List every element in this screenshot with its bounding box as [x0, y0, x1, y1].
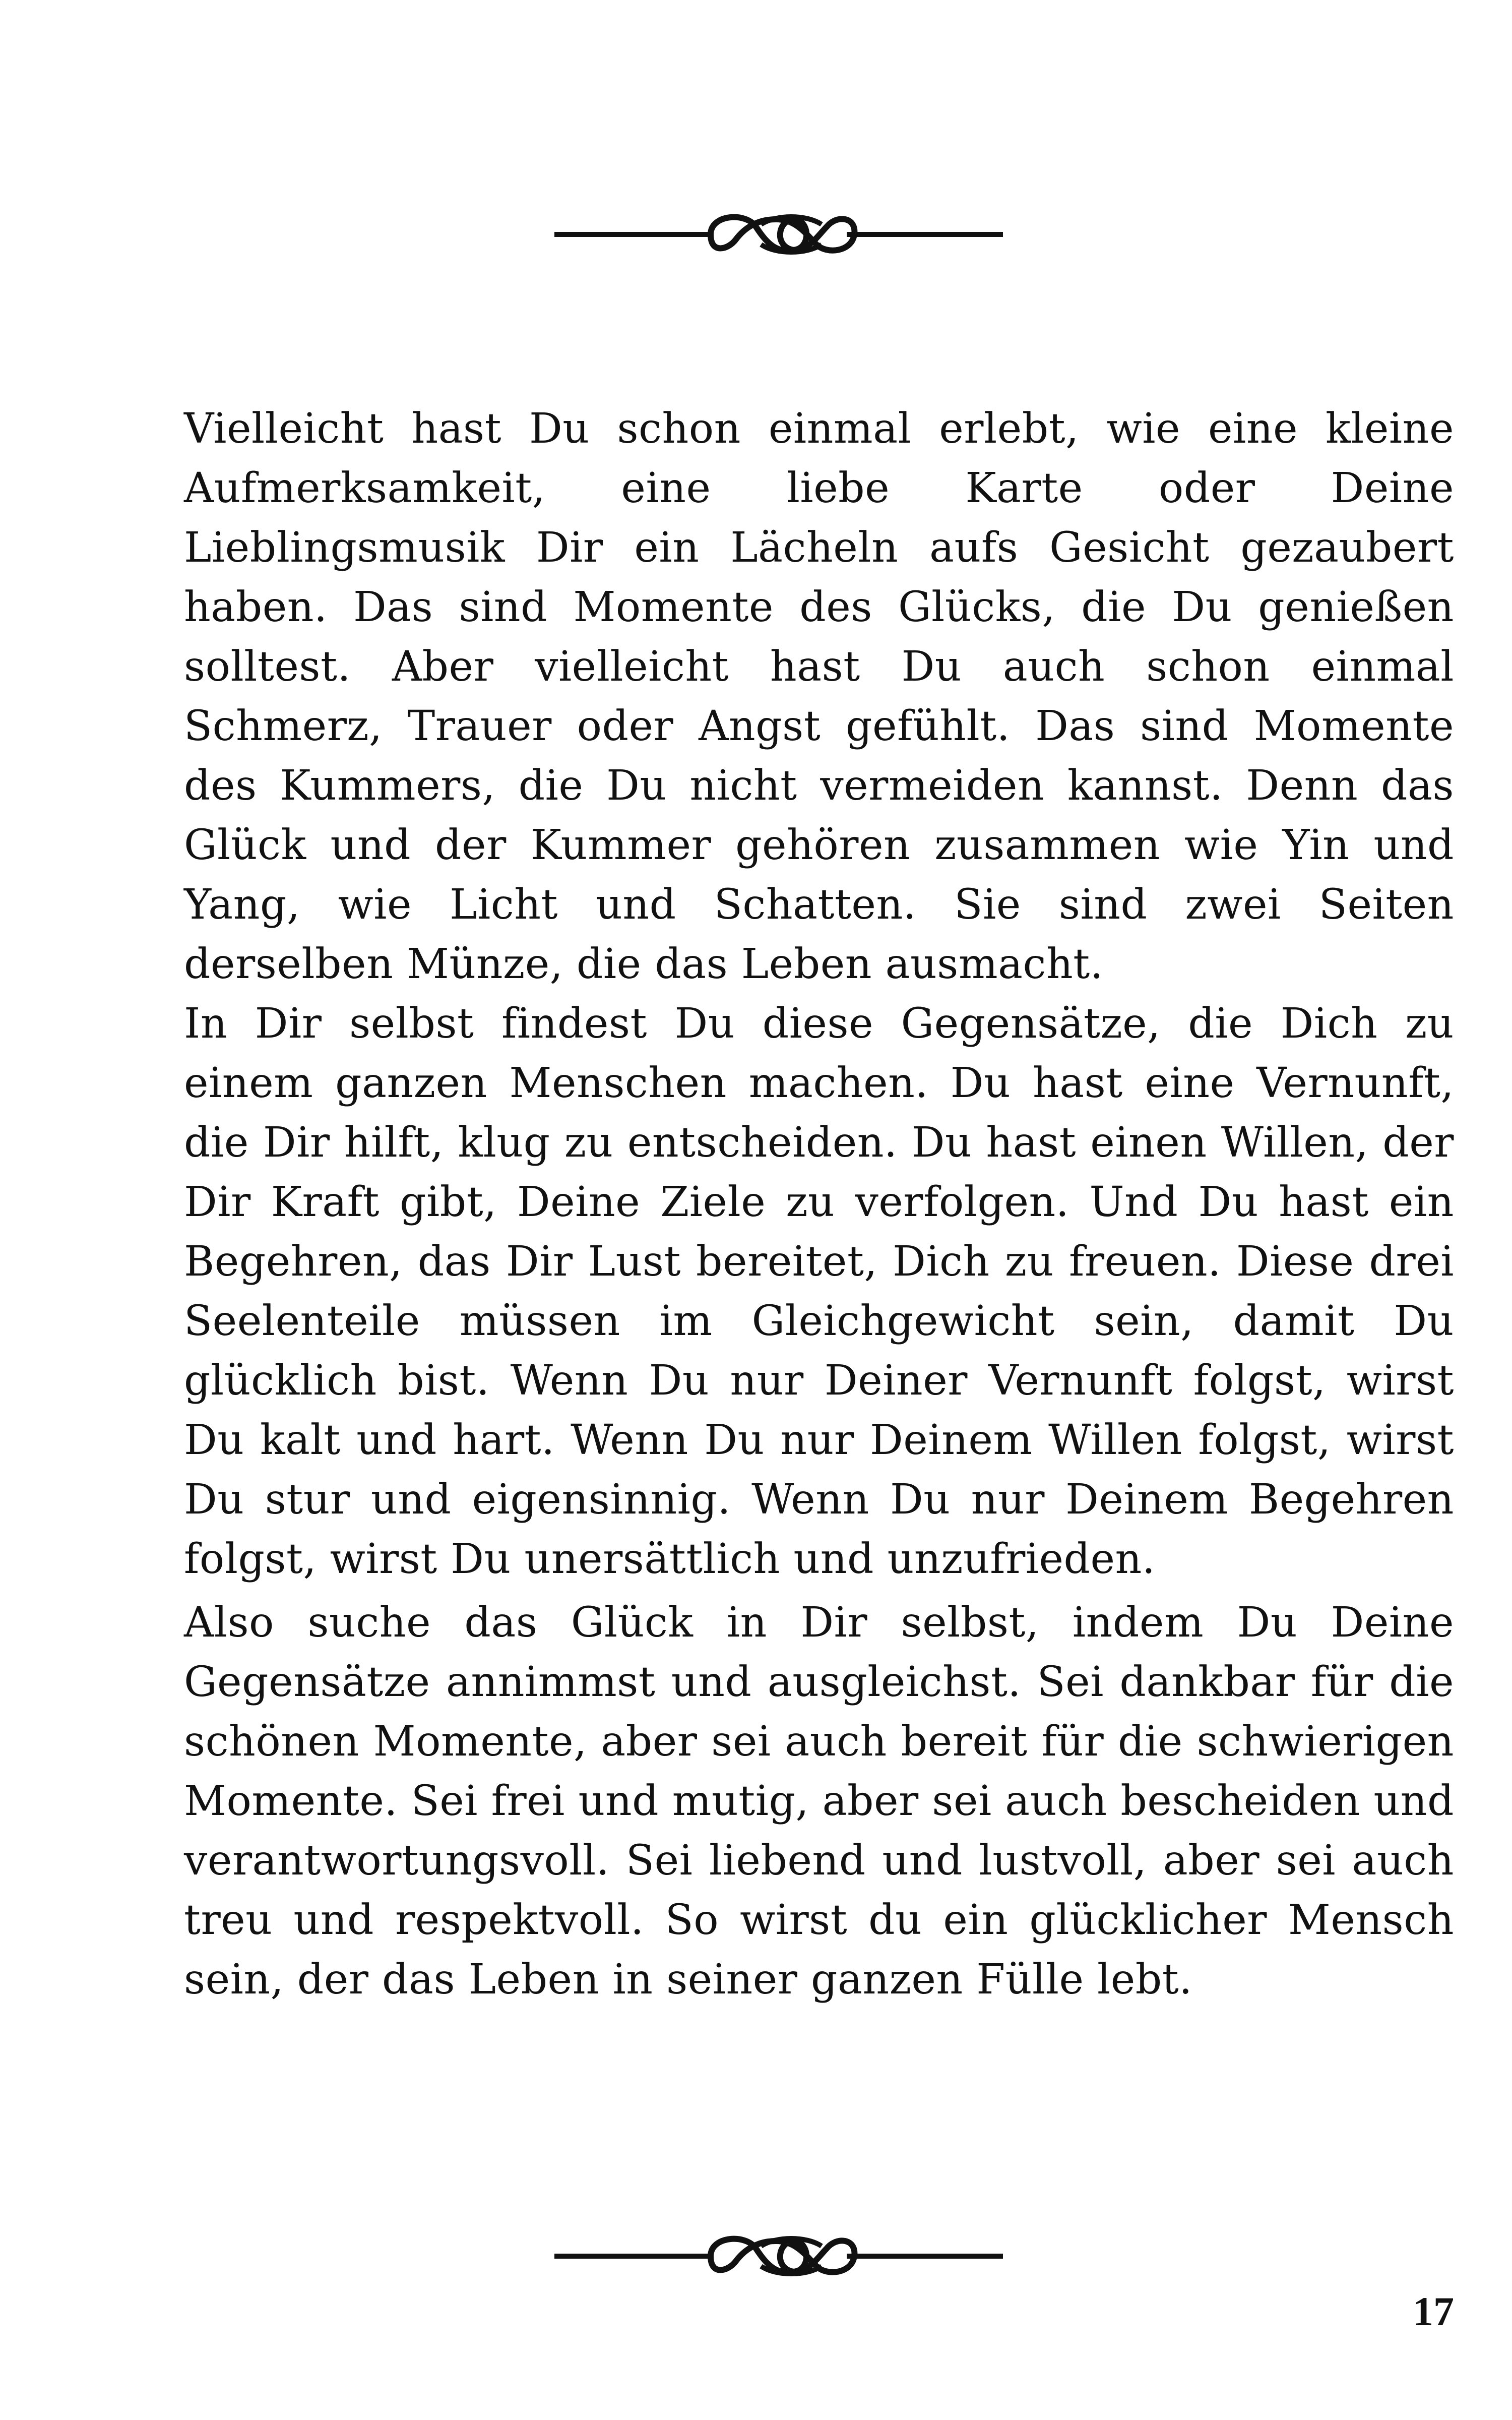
- knot-divider-icon: [544, 199, 1013, 270]
- paragraph-text: In Dir selbst findest Du diese Gegensätze, die Dich zu einem ganzen Menschen machen. Du hast eine Vernunft, die Dir hilft, klug zu entscheiden. Du hast einen Willen, der Dir Kraft gibt, Deine Ziele zu verfolgen. Und Du hast ein Begehren, das Dir Lust bereitet, Dich zu freuen. Diese drei Seelenteile müssen im Gleichgewicht sein, damit Du glücklich bist. Wenn Du nur Deiner Vernunft folgst, wirst Du kalt und hart. Wenn Du nur Deinem Willen folgst, wirst Du stur und eigensinnig. Wenn Du nur Deinem Begehren folgst, wirst Du unersättlich und unzufrieden.: [184, 1000, 1454, 1583]
- paragraph-text: Also suche das Glück in Dir selbst, indem Du Deine Gegensätze annimmst und ausgleichst. Sei dankbar für die schönen Momente, aber sei auch bereit für die schwierigen Momente. Sei frei und mutig, aber sei auch bescheiden und verantwortungsvoll. Sei liebend und lustvoll, aber sei auch treu und respektvoll. So wirst du ein glücklicher Mensch sein, der das Leben in seiner ganzen Fülle lebt.: [184, 1599, 1454, 2004]
- paragraph-1: [184, 399, 1454, 994]
- paragraph-text: Vielleicht hast Du schon einmal erlebt, wie eine kleine Aufmerksamkeit, eine liebe Karte oder Deine Lieblingsmusik Dir ein Lächeln aufs Gesicht gezaubert haben. Das sind Momente des Glücks, die Du genießen solltest. Aber vielleicht hast Du auch schon einmal Schmerz, Trauer oder Angst gefühlt. Das sind Momente des Kummers, die Du nicht vermeiden kannst. Denn das Glück und der Kummer gehören zusammen wie Yin und Yang, wie Licht und Schatten. Sie sind zwei Seiten derselben Münze, die das Leben ausmacht.: [184, 405, 1454, 988]
- paragraph-3: [184, 1593, 1454, 2010]
- page-number: 17: [1413, 2288, 1454, 2334]
- knot-divider-icon: [544, 2221, 1013, 2291]
- paragraph-2: [184, 994, 1454, 1589]
